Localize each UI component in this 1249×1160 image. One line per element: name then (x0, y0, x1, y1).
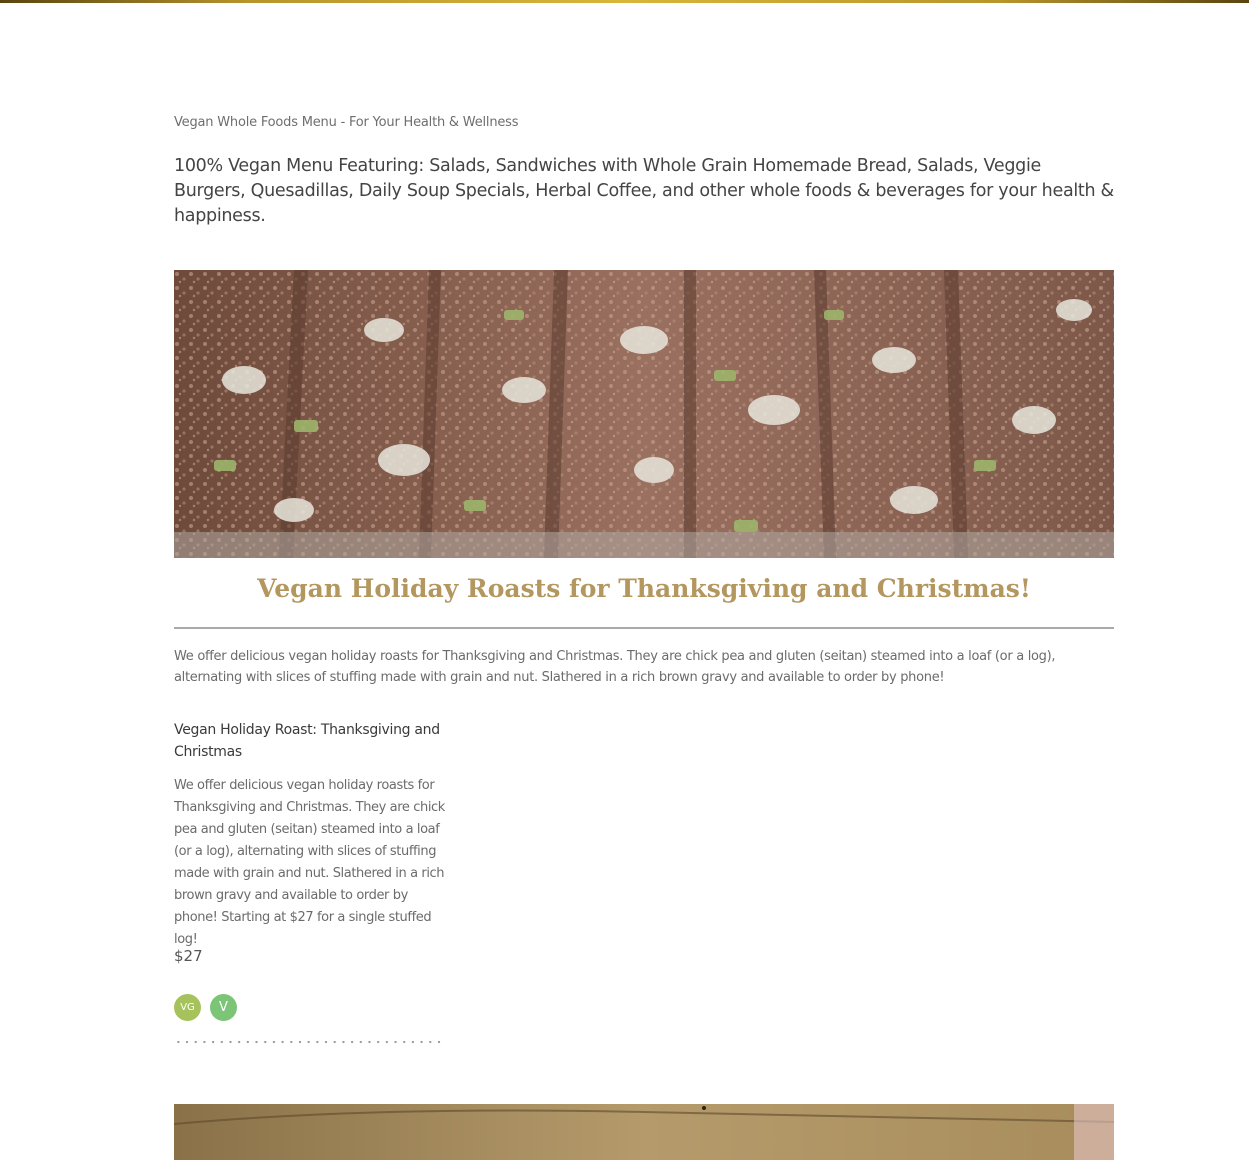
top-accent-bar (0, 0, 1249, 3)
vegetarian-badge-icon: V (210, 994, 237, 1021)
item-description: We offer delicious vegan holiday roasts for Thanksgiving and Christmas. They are chick pea and gluten (seitan) steamed into a loaf (or a log), alternating with slices of stuffing made with grain and nut. Slathered in a rich brown gravy and available to order by phone! Starting at $27 for a single stuffed log! (174, 778, 445, 947)
item-name: Vegan Holiday Roast: Thanksgiving and Christmas (174, 722, 440, 760)
dietary-badges (174, 994, 237, 1021)
pie-photo (174, 1104, 1114, 1160)
roast-photo (174, 270, 1114, 558)
next-section-hero-image (174, 1104, 1114, 1160)
section-divider (174, 627, 1114, 629)
section-description: We offer delicious vegan holiday roasts for Thanksgiving and Christmas. They are chick pea and gluten (seitan) steamed into a loaf (or a log), alternating with slices of stuffing made with grain and nut. Slathered in a rich brown gravy and available to order by phone! (174, 649, 1056, 685)
item-dotted-separator (174, 1038, 444, 1046)
vegan-badge-icon: VG (174, 994, 201, 1021)
menu-title: Vegan Whole Foods Menu - For Your Health & Wellness (174, 115, 519, 130)
item-price: $27 (174, 947, 203, 965)
menu-description: 100% Vegan Menu Featuring: Salads, Sandwiches with Whole Grain Homemade Bread, Salads, Veggie Burgers, Quesadillas, Daily Soup Specials, Herbal Coffee, and other whole foods & beverages for your health & happiness. (174, 156, 1114, 226)
section-hero-image (174, 270, 1114, 558)
section-title: Vegan Holiday Roasts for Thanksgiving and Christmas! (257, 574, 1031, 603)
